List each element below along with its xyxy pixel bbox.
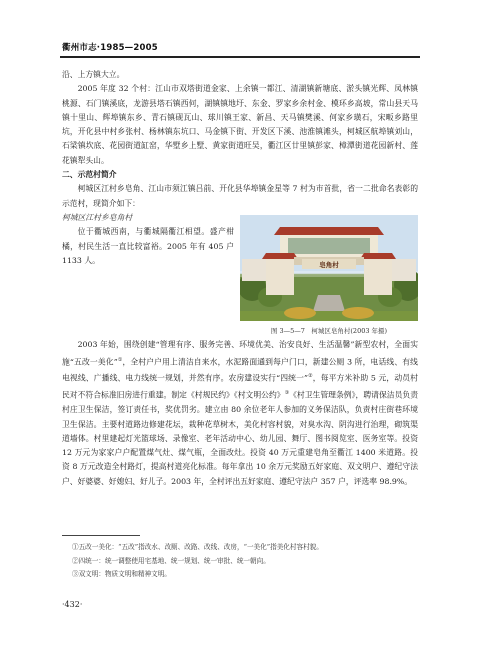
paragraph-5-part-c: ，每平方米补助 5 元，动员村民对不符合标准旧房进行重建。制定《村规民约》《村文明公约》: [62, 374, 418, 400]
section-title: 二、示范村简介: [62, 170, 117, 180]
footnote-1: ①五改一美化：“五改”指改水、改厕、改路、改线、改房，“一美化”指美化村容村貌。: [72, 543, 323, 551]
paragraph-2: 2005 年度 32 个村：江山市双塔街道金家、上余镇一都江、清湖镇新塘底、淤头镇光辉、凤林镇桃源、石门镇溪底，龙游县塔石镇西何，湖镇镇地圩、东金、罗家乡余村金、模环乡高坡，常山县天马镇十里山、辉埠镇东乡、青石镇砚瓦山、球川镇王家、新昌、天马镇樊溪、何家乡璜石，宋畈乡路里坑，开化县中村乡张村、杨林镇东坑口、马金镇下街、开发区下溪、池淮镇滩头，柯城区航埠镇刘山，石梁镇坎底、花园街道缸窑，华墅乡上墅、黄家街道旺吴，衢江区廿里镇彭家、樟潭街道花园新村、莲花镇犁头山。: [62, 84, 418, 165]
figure: [240, 215, 418, 338]
figure-caption: 图 3—5—7 柯城区皂角村(2003 年摄): [270, 326, 388, 335]
page-number: ·432·: [62, 600, 83, 609]
paragraph-3: 柯城区江村乡皂角、江山市须江镇吕前、开化县华埠镇金星等 7 村为市首批，省一二批命名表彰的示范村，现简介如下：: [62, 184, 418, 208]
body-text: [62, 68, 418, 489]
footnotes: [72, 541, 412, 582]
paragraph-5-part-b: ，全村户户用上清洁自来水，水泥路面通到每户门口，新建公厕 3 所，电话线、有线电视线、广播线、电力线统一规划，并然有序。农房建设实行“四统一”: [62, 357, 418, 384]
footnote-3: ③双文明：物质文明和精神文明。: [72, 570, 171, 579]
paragraph-5-part-a: 2003 年始，围绕创建“管理有序、服务完善、环境优美、治安良好、生活温馨”新型农村，全面实施“五改一美化”: [62, 340, 418, 367]
footnote-2: ②四统一：统一调整使用宅基地、统一规划、统一审批、统一朝向。: [72, 556, 270, 565]
wrap-block: [62, 211, 418, 338]
paragraph-1: 沿、上方镇大立。: [62, 70, 125, 79]
village-subhead: 柯城区江村乡皂角村: [62, 212, 133, 222]
header-rule: [60, 56, 420, 58]
gate-sign: 皂角村: [319, 260, 339, 269]
footnote-ref-3: ③: [284, 390, 290, 397]
paragraph-5-part-d: 《村卫生管理条例》，聘请保洁员负责村庄卫生保洁，签订责任书，奖优罚劣。建立由 80 余位老年人参加的义务保洁队，负责村庄街巷环境卫生保洁。主要村道路边修建花坛，栽种花草树木，美化村容村貌，对臭水沟、阴沟进行治理，砌筑渠道墙体。村里建起灯光篮球场、录像室、老年活动中心、幼儿园、舞厅、图书阅览室、医务室等。投资 12 万元为家家户户配置煤气灶、煤气瓶，全面改灶。投资 40 万元重建皂角至衢江 1400 米道路。投资 8 万元改造全村路灯，提高村道亮化标准。每年拿出 10 余万元奖励五好家庭、双文明户、遵纪守法户、好婆婆、好媳妇、好儿子。2003 年，全村评出五好家庭、遵纪守法户 357 户，评选率 98.9%。: [62, 390, 418, 486]
village-gate-photo: [240, 215, 418, 321]
wrap-left-column: [62, 211, 234, 338]
paragraph-4: 位于衢城西南，与衢城隔衢江相望。盛产柑橘，村民生活一直比较富裕。2005 年有 405 户 1133 人。: [62, 227, 234, 265]
footnote-ref-2: ②: [308, 373, 313, 380]
footnote-ref-1: ①: [117, 356, 123, 363]
running-header: 衢州市志·1985—2005: [62, 43, 158, 53]
footnote-rule: [62, 535, 140, 536]
paragraph-5: [62, 338, 418, 489]
